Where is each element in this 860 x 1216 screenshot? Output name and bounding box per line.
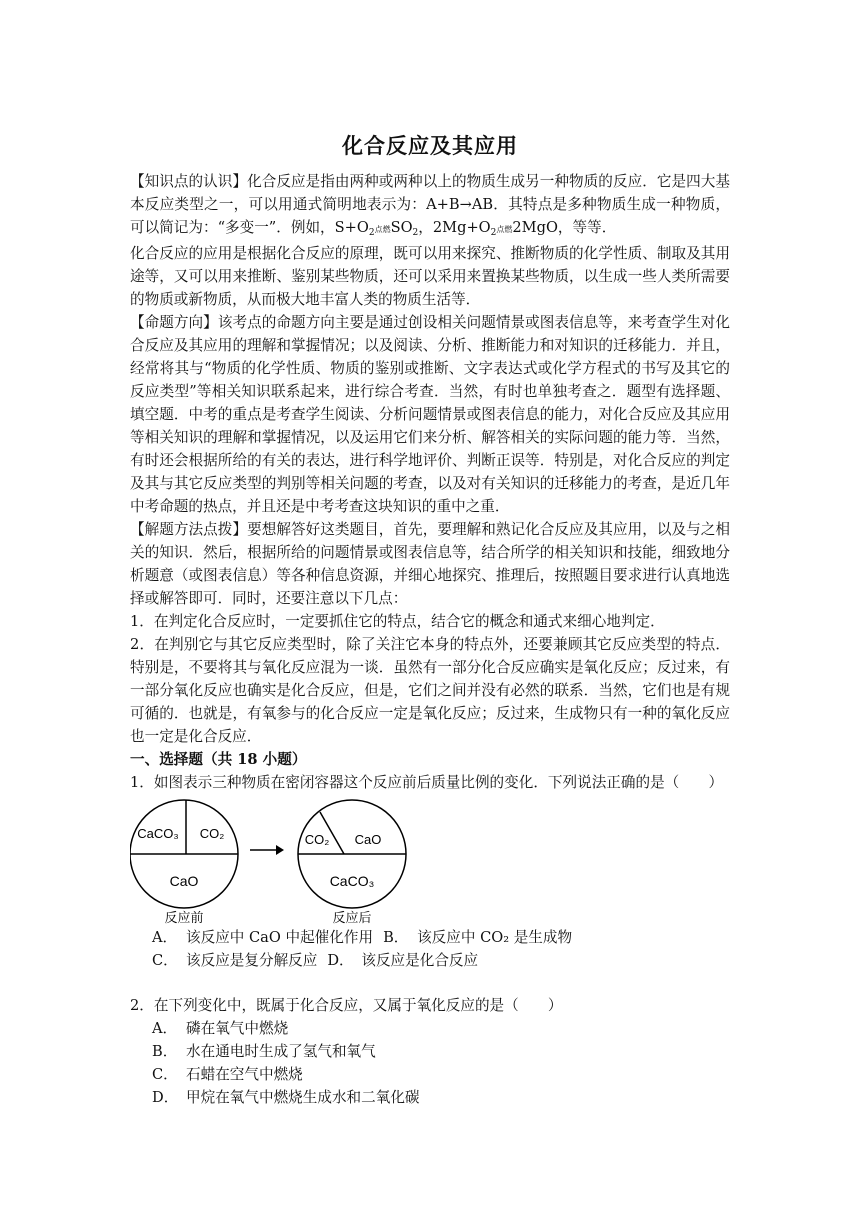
option-text: 石蜡在空气中燃烧 [186,1066,303,1083]
method-label: 【解题方法点拨】 [130,521,248,538]
option-letter: A． [152,929,178,946]
after-label-co2: CO₂ [304,832,330,847]
option-text: 该反应是复分解反应 [186,952,318,969]
option-c[interactable] [152,949,317,972]
question-2-options [152,1017,730,1109]
option-letter: C． [152,952,178,969]
reaction-pie-figure [130,798,730,926]
option-row [152,949,730,972]
page-title: 化合反应及其应用 [342,134,518,158]
option-text: 水在通电时生成了氢气和氧气 [186,1043,376,1060]
subscript: 2 [412,228,419,238]
question-1-stem: 1．如图表示三种物质在密闭容器这个反应前后质量比例的变化．下列说法正确的是（ ） [130,774,724,791]
option-letter: D． [327,952,354,969]
knowledge-label: 【知识点的认识】 [130,173,248,190]
method-text: 要想解答好这类题目，首先，要理解和熟记化合反应及其应用，以及与之相关的知识．然后，根据所给的问题情景或图表信息等，结合所学的相关知识和技能，细致地分析题意（或图表信息）等各种信息资源，并细心地探究、推理后，按照题目要求进行认真地选择或解答即可．同时，还要注意以下几点： [130,521,730,607]
pie-diagram [130,798,430,926]
direction-paragraph [130,311,730,518]
option-b[interactable] [152,1040,730,1063]
option-letter: B． [383,929,409,946]
option-letter: D． [152,1089,179,1106]
option-row [152,926,730,949]
option-d[interactable] [327,949,478,972]
direction-text: 该考点的命题方向主要是通过创设相关问题情景或图表信息等，来考查学生对化合反应及其应用的理解和掌握情况；以及阅读、分析、推断能力和对知识的迁移能力．并且，经常将其与“物质的化学性质、物质的鉴别或推断、文字表达式或化学方程式的书写及其它的反应类型”等相关知识联系起来，进行综合考查．当然，有时也单独考查之．题型有选择题、填空题．中考的重点是考查学生阅读、分析问题情景或图表信息的能力，对化合反应及其应用等相关知识的理解和掌握情况，以及运用它们来分析、解答相关的实际问题的能力等．当然，有时还会根据所给的有关的表达，进行科学地评价、判断正误等．特别是，对化合反应的判定及其与其它反应类型的判别等相关问题的考查，以及对有关知识的迁移能力的考查，是近几年中考命题的热点，并且还是中考考查这块知识的重中之重． [130,314,730,515]
option-a[interactable] [152,1017,730,1040]
after-label-caco3: CaCO₃ [329,873,375,889]
option-text: 该反应中 CO₂ 是生成物 [417,929,573,946]
knowledge-paragraph [130,170,730,242]
application-paragraph: 化合反应的应用是根据化合反应的原理，既可以用来探究、推断物质的化学性质、制取及其用途等，又可以用来推断、鉴别某些物质，还可以采用来置换某些物质，以生成一些人类所需要的物质或新物质，从而极大地丰富人类的物质生活等． [130,245,730,308]
subscript: 2 [368,228,375,238]
knowledge-text: ，2Mg+O [418,219,491,236]
option-letter: B． [152,1043,178,1060]
before-label-cao: CaO [169,873,199,889]
question-2-stem: 2．在下列变化中，既属于化合反应，又属于氧化反应的是（ ） [130,997,563,1014]
option-d[interactable] [152,1086,730,1109]
before-caption: 反应前 [164,911,204,926]
question-1-options [152,926,730,972]
section-title: 一、选择题（共 18 小题） [130,751,307,768]
after-caption: 反应后 [332,911,372,926]
option-c[interactable] [152,1063,730,1086]
knowledge-text: SO [390,219,413,236]
reaction-condition: 点燃 [496,225,513,234]
option-text: 该反应中 CaO 中起催化作用 [186,929,374,946]
option-letter: C． [152,1066,178,1083]
option-b[interactable] [383,926,572,949]
option-text: 该反应是化合反应 [361,952,479,969]
direction-label: 【命题方向】 [130,314,218,331]
before-label-caco3: CaCO₃ [137,826,179,841]
arrow-icon [276,845,284,855]
after-label-cao: CaO [354,832,382,847]
option-a[interactable] [152,926,373,949]
reaction-condition: 点燃 [374,225,391,234]
knowledge-text: 2MgO，等等． [512,219,617,236]
option-text: 磷在氧气中燃烧 [186,1020,289,1037]
option-letter: A． [152,1020,178,1037]
document-page [130,130,730,1109]
before-label-co2: CO₂ [199,826,225,841]
point-1: 1．在判定化合反应时，一定要抓住它的特点，结合它的概念和通式来细心地判定． [130,613,665,630]
knowledge-text: 化合反应是指由两种或两种以上的物质生成另一种物质的反应．它是四大基本反应类型之一，可以用通式简明地表示为：A+B→AB．其特点是多种物质生成一种物质，可以简记为：“多变一”．例如，S+O [130,173,730,236]
subscript: 2 [490,228,497,238]
point-2: 2．在判别它与其它反应类型时，除了关注它本身的特点外，还要兼顾其它反应类型的特点．特别是，不要将其与氧化反应混为一谈．虽然有一部分化合反应确实是氧化反应；反过来，有一部分氧化反应也确实是化合反应，但是，它们之间并没有必然的联系．当然，它们也是有规可循的．也就是，有氧参与的化合反应一定是氧化反应；反过来，生成物只有一种的氧化反应也一定是化合反应． [130,636,730,745]
spacer [130,972,730,994]
method-paragraph [130,518,730,610]
option-text: 甲烷在氧气中燃烧生成水和二氧化碳 [186,1089,420,1106]
